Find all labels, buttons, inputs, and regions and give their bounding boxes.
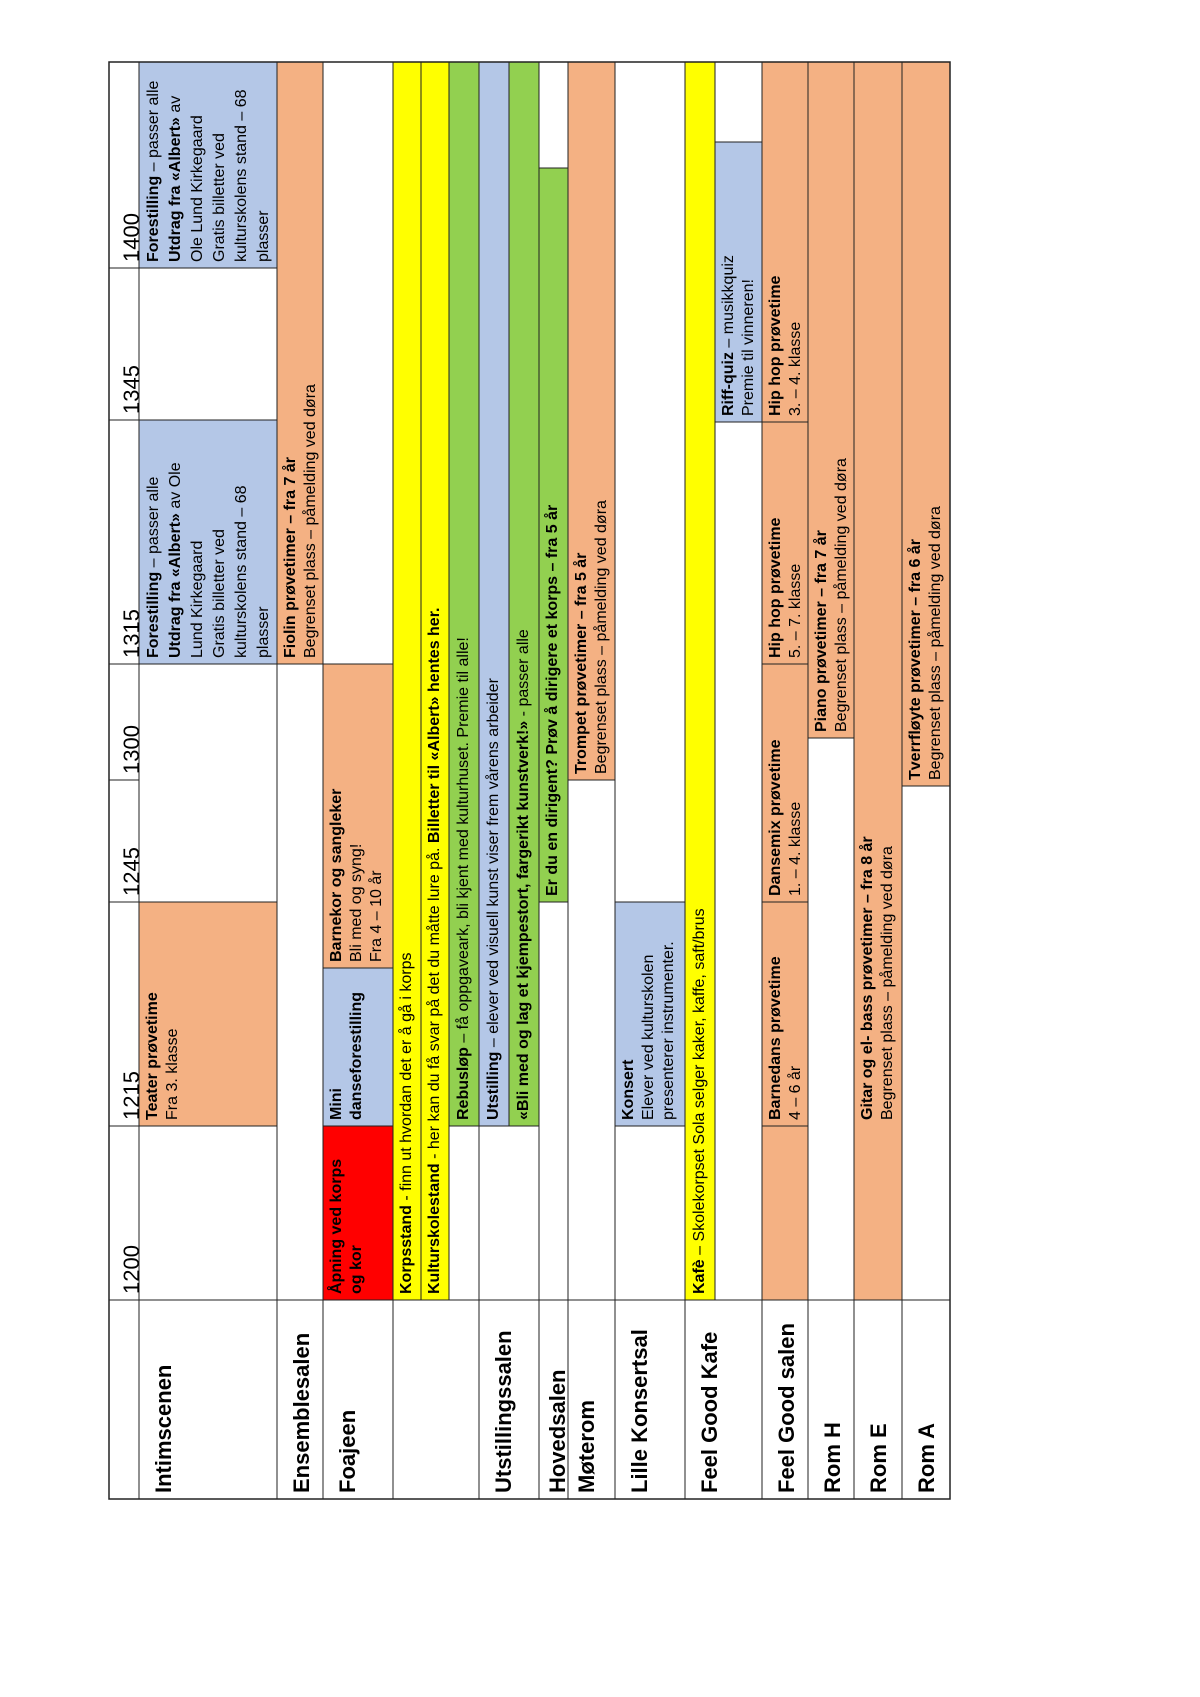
event-riffquiz: Riff-quiz – musikkquiz Premie til vinneren! (720, 255, 757, 416)
event-hiphop-1315: Hip hop prøvetime 5. – 7. klasse (767, 517, 804, 658)
event-piano: Piano prøvetimer – fra 7 år Begrenset plass – påmelding ved døra (813, 458, 850, 732)
room-rom-e: Rom E (866, 1423, 891, 1493)
event-mini: Mini danseforestilling (328, 991, 365, 1120)
room-rom-h: Rom H (820, 1422, 845, 1493)
time-1200: 1200 (119, 1245, 144, 1294)
room-intimscenen: Intimscenen (151, 1364, 176, 1493)
event-kulturskolestand: Kulturskolestand - her kan du få svar på det du måtte lure på. Billetter til «Albert» hentes her. (426, 607, 443, 1294)
time-1345: 1345 (119, 365, 144, 414)
event-kafe: Kafè – Skolekorpset Sola selger kaker, kaffe, saft/brus (691, 908, 708, 1294)
time-1315: 1315 (119, 609, 144, 658)
room-ensemblesalen: Ensemblesalen (289, 1332, 314, 1493)
room-lille-konsertsal: Lille Konsertsal (627, 1329, 652, 1493)
event-kunstverk: «Bli med og lag et kjempestort, fargerikt kunstverk!» - passer alle (515, 629, 532, 1120)
room-feel-good-kafe: Feel Good Kafe (697, 1331, 722, 1493)
event-forestilling-1400: Forestilling – passer alle Utdrag fra «Albert» av Ole Lund Kirkegaard Gratis billetter ved kulturskolens stand – 68 plasser (145, 80, 272, 262)
event-forestilling-1315: Forestilling – passer alle Utdrag fra «Albert» av Ole Lund Kirkegaard Gratis billetter ved kulturskolens stand – 68 plasser (145, 462, 272, 658)
event-tverrflote: Tverrfløyte prøvetimer – fra 6 år Begrenset plass – påmelding ved døra (907, 506, 944, 780)
event-korpsstand: Korpsstand - finn ut hvordan det er å gå i korps (398, 952, 415, 1294)
room-utstillingssalen: Utstillingssalen (491, 1330, 516, 1493)
event-hiphop-1345: Hip hop prøvetime 3. – 4. klasse (767, 275, 804, 416)
event-trompet: Trompet prøvetimer – fra 5 år Begrenset plass – påmelding ved døra (573, 500, 610, 774)
event-gitar: Gitar og el- bass prøvetimer – fra 8 år Begrenset plass – påmelding ved døra (859, 836, 896, 1120)
event-teater: Teater prøvetime Fra 3. klasse (144, 992, 181, 1120)
event-dirigent: Er du en dirigent? Prøv å dirigere et korps – fra 5 år (544, 504, 561, 896)
event-fiolin: Fiolin prøvetimer – fra 7 år Begrenset plass – påmelding ved døra (282, 384, 319, 658)
event-rebuslop: Rebusløp – få oppgaveark, bli kjent med kulturhuset. Premie til alle! (455, 637, 472, 1120)
event-barnekor: Barnekor og sangleker Bli med og syng! Fra 4 – 10 år (328, 788, 385, 962)
time-1215: 1215 (119, 1071, 144, 1120)
room-rom-a: Rom A (914, 1422, 939, 1493)
event-apning: Åpning ved korps og kor (328, 1158, 365, 1294)
event-utstilling: Utstilling – elever ved visuell kunst viser frem vårens arbeider (485, 678, 502, 1120)
time-1245: 1245 (119, 847, 144, 896)
event-konsert: Konsert Elever ved kulturskolen presenterer instrumenter. (620, 941, 677, 1120)
event-barnedans: Barnedans prøvetime 4 – 6 år (767, 956, 804, 1120)
event-dansemix: Dansemix prøvetime 1. – 4. klasse (767, 739, 804, 896)
room-moterom: Møterom (574, 1400, 599, 1493)
time-1300: 1300 (119, 725, 144, 774)
room-feel-good-salen: Feel Good salen (774, 1323, 799, 1493)
time-1400: 1400 (119, 213, 144, 262)
room-hovedsalen: Hovedsalen (545, 1369, 570, 1493)
room-foajeen: Foajeen (335, 1409, 360, 1493)
